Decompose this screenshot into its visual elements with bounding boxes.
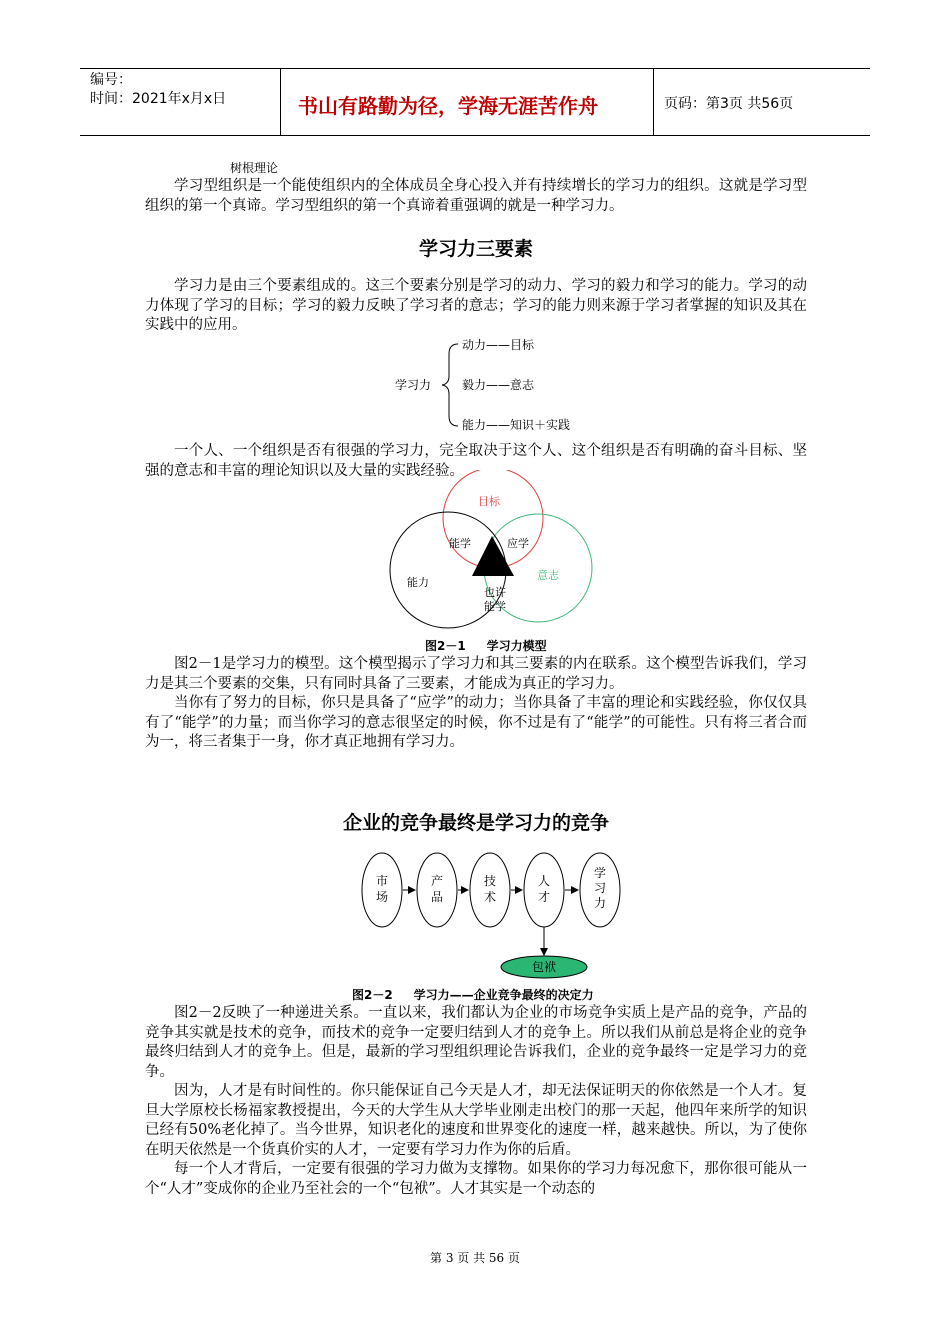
venn-label-can-learn: 能学 <box>449 537 471 550</box>
figure1-caption: 图2－1 学习力模型 <box>425 639 547 653</box>
flow-label-talent-2: 才 <box>537 890 551 904</box>
header-number-label: 编号： <box>90 72 132 88</box>
section2-text <box>145 1004 807 1199</box>
flow-label-product-1: 产 <box>430 874 444 888</box>
brace-root-label: 学习力 <box>395 378 432 392</box>
intro-paragraph: 学习型组织是一个能使组织内的全体成员全身心投入并有持续增长的学习力的组织。这就是学习型组织的第一个真谛。学习型组织的第一个真谛着重强调的就是一种学习力。 <box>145 178 807 214</box>
venn-label-should-learn: 应学 <box>507 537 529 550</box>
flow-label-market-1: 市 <box>375 874 389 888</box>
section2-paragraph-2: 因为，人才是有时间性的。你只能保证自己今天是人才，却无法保证明天的你依然是一个人才。复旦大学原校长杨福家教授提出，今天的大学生从大学毕业刚走出校门的那一天起，他四年来所学的知识已经有50%老化掉了。当今世界，知识老化的速度和世界变化的速度一样，越来越快。所以，为了使你在明天依然是一个货真价实的人才，一定要有学习力作为你的后盾。 <box>145 1083 807 1158</box>
page-footer: 第 3 页 共 56 页 <box>430 1251 520 1265</box>
brace-item-perseverance: 毅力——意志 <box>462 378 535 392</box>
flow-label-talent <box>538 874 550 904</box>
section1-title: 学习力三要素 <box>418 238 533 260</box>
venn-label-maybe: 也许 <box>484 586 506 599</box>
section1-paragraph-3: 图2－1是学习力的模型。这个模型揭示了学习力和其三要素的内在联系。这个模型告诉我们，学习力是其三个要素的交集，只有同时具备了三要素，才能成为真正的学习力。 <box>145 656 807 692</box>
figure2-caption: 图2－2 学习力——企业竞争最终的决定力 <box>352 988 594 1002</box>
header-page-label: 页码：第3页 共56页 <box>664 96 794 112</box>
flow-label-technology <box>484 873 496 904</box>
section1-paragraph-1: 学习力是由三个要素组成的。这三个要素分别是学习的动力、学习的毅力和学习的能力。学习的动力体现了学习的目标；学习的毅力反映了学习者的意志；学习的能力则来源于学习者掌握的知识及其在实践中的应用。 <box>145 278 807 333</box>
section2-paragraph-3: 每一个人才背后，一定要有很强的学习力做为支撑物。如果你的学习力每况愈下，那你很可能从一个“人才”变成你的企业乃至社会的一个“包袱”。人才其实是一个动态的 <box>145 1161 807 1197</box>
flow-label-market-2: 场 <box>375 890 389 904</box>
brace-icon <box>440 340 462 430</box>
flow-label-technology-2: 术 <box>483 890 497 904</box>
section2-title: 企业的竞争最终是学习力的竞争 <box>342 812 609 834</box>
flow-label-product <box>431 873 443 904</box>
section1-paragraph-4: 当你有了努力的目标，你只是具备了“应学”的动力；当你具备了丰富的理论和实践经验，你仅仅具有了“能学”的力量；而当你学习的意志很坚定的时候，你不过是有了“能学”的可能性。只有将三者合而为一，将三者集于一身，你才真正地拥有学习力。 <box>145 695 807 750</box>
burden-label: 包袱 <box>531 960 557 974</box>
flow-label-learning-3: 力 <box>593 896 607 910</box>
section2-paragraph-1: 图2－2反映了一种递进关系。一直以来，我们都认为企业的市场竞争实质上是产品的竞争，产品的竞争其实就是技术的竞争，而技术的竞争一定要归结到人才的竞争上。所以我们从前总是将企业的竞争最终归结到人才的竞争上。但是，最新的学习型组织理论告诉我们，企业的竞争最终一定是学习力的竞争。 <box>145 1005 807 1080</box>
flow-label-product-2: 品 <box>430 890 444 904</box>
tree-root-theory-label: 树根理论 <box>230 161 279 175</box>
venn-label-maybe-can: 能学 <box>484 600 506 613</box>
header-bottom-rule <box>80 135 870 136</box>
venn-label-ability: 能力 <box>407 576 429 589</box>
header-top-rule <box>80 68 870 69</box>
intro-text <box>145 177 807 216</box>
learning-model-venn <box>380 470 620 640</box>
flow-label-learning-2: 习 <box>593 881 607 895</box>
section1-text-a <box>145 277 807 336</box>
section1-paragraph-2: 一个人、一个组织是否有很强的学习力，完全取决于这个人、这个组织是否有明确的奋斗目标、坚强的意志和丰富的理论知识以及大量的实践经验。 <box>145 443 807 479</box>
flow-label-learning-1: 学 <box>593 866 607 880</box>
competition-flow-diagram <box>355 845 630 985</box>
flow-label-talent-1: 人 <box>537 874 551 888</box>
venn-label-target: 目标 <box>478 495 500 508</box>
header-divider-left <box>280 68 281 135</box>
venn-label-will: 意志 <box>537 569 559 582</box>
flow-label-technology-1: 技 <box>483 874 497 888</box>
brace-item-ability: 能力——知识＋实践 <box>462 418 571 432</box>
header-motto: 书山有路勤为径，学海无涯苦作舟 <box>298 94 598 118</box>
flow-label-market <box>376 874 388 904</box>
header-time-label: 时间：2021年x月x日 <box>90 91 227 107</box>
section1-text-c <box>145 655 807 753</box>
brace-item-motivation: 动力——目标 <box>462 338 535 352</box>
header-divider-right <box>653 68 654 135</box>
flow-label-learning <box>594 866 606 910</box>
